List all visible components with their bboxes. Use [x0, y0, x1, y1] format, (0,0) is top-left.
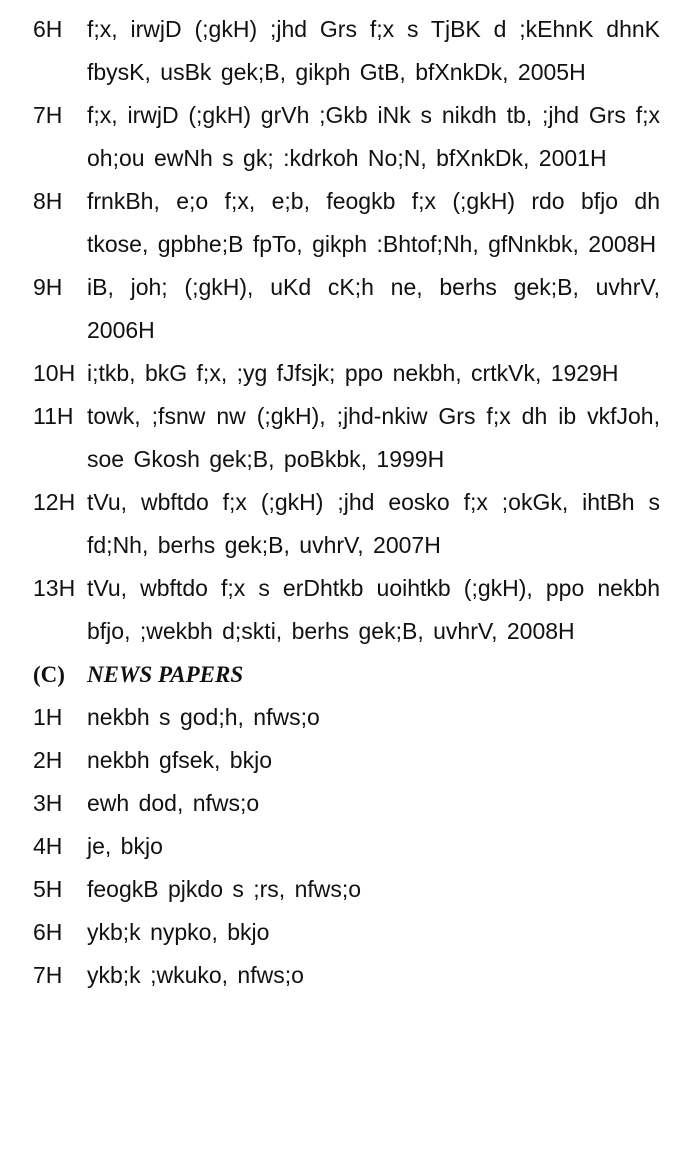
item-number: 1H — [33, 704, 63, 730]
item-number: 6H — [33, 16, 63, 42]
item-text: feogkB pjkdo s ;rs, nfws;o — [87, 876, 362, 902]
item-text: tVu, wbftdo f;x s erDhtkb uoihtkb (;gkH), ppo nekbh bfjo, ;wekbh d;skti, berhs gek;B, uvhrV, 2008H — [87, 575, 660, 644]
item-text: ykb;k ;wkuko, nfws;o — [87, 962, 304, 988]
list-item — [33, 266, 660, 352]
list-item — [33, 696, 660, 739]
item-text: tVu, wbftdo f;x (;gkH) ;jhd eosko f;x ;okGk, ihtBh s fd;Nh, berhs gek;B, uvhrV, 2007H — [87, 489, 660, 558]
item-text: f;x, irwjD (;gkH) grVh ;Gkb iNk s nikdh tb, ;jhd Grs f;x oh;ou ewNh s gk; :kdrkoh No;N, bfXnkDk, 2001H — [87, 102, 660, 171]
newspaper-list — [33, 696, 660, 997]
list-item — [33, 352, 660, 395]
item-number: 12H — [33, 489, 76, 515]
list-item — [33, 395, 660, 481]
book-list — [33, 8, 660, 653]
list-item — [33, 954, 660, 997]
item-text: ykb;k nypko, bkjo — [87, 919, 270, 945]
item-text: towk, ;fsnw nw (;gkH), ;jhd-nkiw Grs f;x dh ib vkfJoh, soe Gkosh gek;B, poBkbk, 1999H — [87, 403, 660, 472]
item-text: nekbh s god;h, nfws;o — [87, 704, 320, 730]
list-item — [33, 868, 660, 911]
item-text: nekbh gfsek, bkjo — [87, 747, 273, 773]
list-item — [33, 567, 660, 653]
item-number: 8H — [33, 188, 63, 214]
list-item — [33, 825, 660, 868]
item-number: 9H — [33, 274, 63, 300]
list-item — [33, 481, 660, 567]
item-number: 11H — [33, 403, 74, 429]
item-number: 13H — [33, 575, 76, 601]
item-number: 5H — [33, 876, 63, 902]
item-number: 4H — [33, 833, 63, 859]
item-text: i;tkb, bkG f;x, ;yg fJfsjk; ppo nekbh, crtkVk, 1929H — [87, 360, 619, 386]
item-text: f;x, irwjD (;gkH) ;jhd Grs f;x s TjBK d ;kEhnK dhnK fbysK, usBk gek;B, gikph GtB, bfXnkDk, 2005H — [87, 16, 660, 85]
list-item — [33, 739, 660, 782]
item-number: 7H — [33, 962, 63, 988]
list-item — [33, 94, 660, 180]
item-text: frnkBh, e;o f;x, e;b, feogkb f;x (;gkH) rdo bfjo dh tkose, gpbhe;B fpTo, gikph :Bhtof;Nh, gfNnkbk, 2008H — [87, 188, 660, 257]
list-item — [33, 782, 660, 825]
item-number: 2H — [33, 747, 63, 773]
item-number: 3H — [33, 790, 63, 816]
list-item — [33, 180, 660, 266]
list-item — [33, 8, 660, 94]
item-number: 7H — [33, 102, 63, 128]
section-title: NEWS PAPERS — [87, 662, 244, 687]
item-text: je, bkjo — [87, 833, 163, 859]
item-number: 10H — [33, 360, 76, 386]
list-item — [33, 911, 660, 954]
section-label: (C) — [33, 662, 65, 687]
item-number: 6H — [33, 919, 63, 945]
item-text: iB, joh; (;gkH), uKd cK;h ne, berhs gek;B, uvhrV, 2006H — [87, 274, 660, 343]
section-heading — [33, 653, 660, 696]
item-text: ewh dod, nfws;o — [87, 790, 260, 816]
